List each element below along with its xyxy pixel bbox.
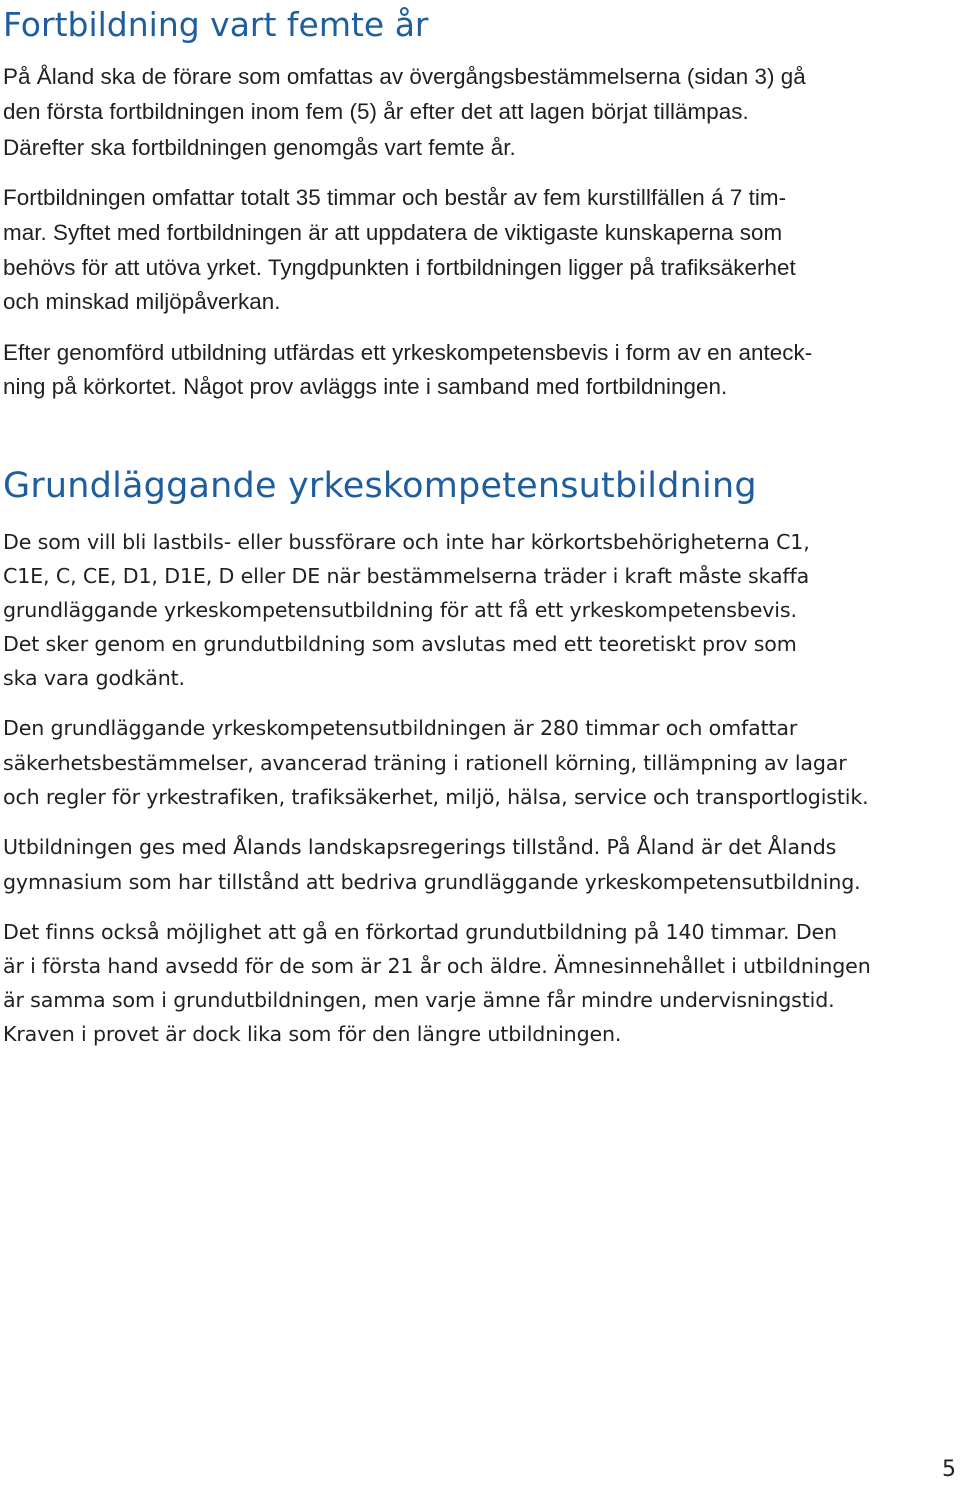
text-line: är i första hand avsedd för de som är 21 år och äldre. Ämnesinnehållet i utbildningen bbox=[3, 954, 871, 978]
text-line: behövs för att utöva yrket. Tyngdpunkten i fortbildningen ligger på trafiksäkerhet bbox=[3, 255, 796, 280]
text-line: Den grundläggande yrkeskompetensutbildningen är 280 timmar och omfattar bbox=[3, 716, 798, 740]
text-line: Därefter ska fortbildningen genomgås vart femte år. bbox=[3, 135, 516, 160]
text-line: den första fortbildningen inom fem (5) år efter det att lagen börjat tillämpas. bbox=[3, 99, 749, 124]
text-line: ska vara godkänt. bbox=[3, 666, 185, 690]
text-line: mar. Syftet med fortbildningen är att uppdatera de viktigaste kunskaperna som bbox=[3, 220, 783, 245]
text-line: På Åland ska de förare som omfattas av övergångsbestämmelserna (sidan 3) gå bbox=[3, 64, 806, 89]
page-number: 5 bbox=[942, 1457, 956, 1482]
text-line: De som vill bli lastbils- eller bussförare och inte har körkortsbehörigheterna C1, bbox=[3, 530, 810, 554]
text-line: och regler för yrkestrafiken, trafiksäkerhet, miljö, hälsa, service och transportlogistik. bbox=[3, 785, 869, 809]
text-line: Utbildningen ges med Ålands landskapsregerings tillstånd. På Åland är det Ålands bbox=[3, 835, 837, 859]
text-line: gymnasium som har tillstånd att bedriva grundläggande yrkeskompetensutbildning. bbox=[3, 870, 861, 894]
text-line: Kraven i provet är dock lika som för den längre utbildningen. bbox=[3, 1022, 622, 1046]
text-line: ning på körkortet. Något prov avläggs inte i samband med fortbildningen. bbox=[3, 374, 728, 399]
section-heading-grundlaggande: Grundläggande yrkeskompetensutbildning bbox=[3, 466, 757, 506]
section-heading-fortbildning: Fortbildning vart femte år bbox=[3, 5, 429, 44]
text-line: grundläggande yrkeskompetensutbildning för att få ett yrkeskompetensbevis. bbox=[3, 598, 797, 622]
text-line: Det finns också möjlighet att gå en förkortad grundutbildning på 140 timmar. Den bbox=[3, 920, 837, 944]
text-line: Efter genomförd utbildning utfärdas ett yrkeskompetensbevis i form av en anteck- bbox=[3, 340, 813, 365]
text-line: Fortbildningen omfattar totalt 35 timmar och består av fem kurstillfällen á 7 tim- bbox=[3, 185, 787, 210]
text-line: C1E, C, CE, D1, D1E, D eller DE när bestämmelserna träder i kraft måste skaffa bbox=[3, 564, 810, 588]
text-line: säkerhetsbestämmelser, avancerad träning i rationell körning, tillämpning av lagar bbox=[3, 751, 847, 775]
text-line: är samma som i grundutbildningen, men varje ämne får mindre undervisningstid. bbox=[3, 988, 835, 1012]
text-line: Det sker genom en grundutbildning som avslutas med ett teoretiskt prov som bbox=[3, 632, 797, 656]
text-line: och minskad miljöpåverkan. bbox=[3, 289, 281, 314]
